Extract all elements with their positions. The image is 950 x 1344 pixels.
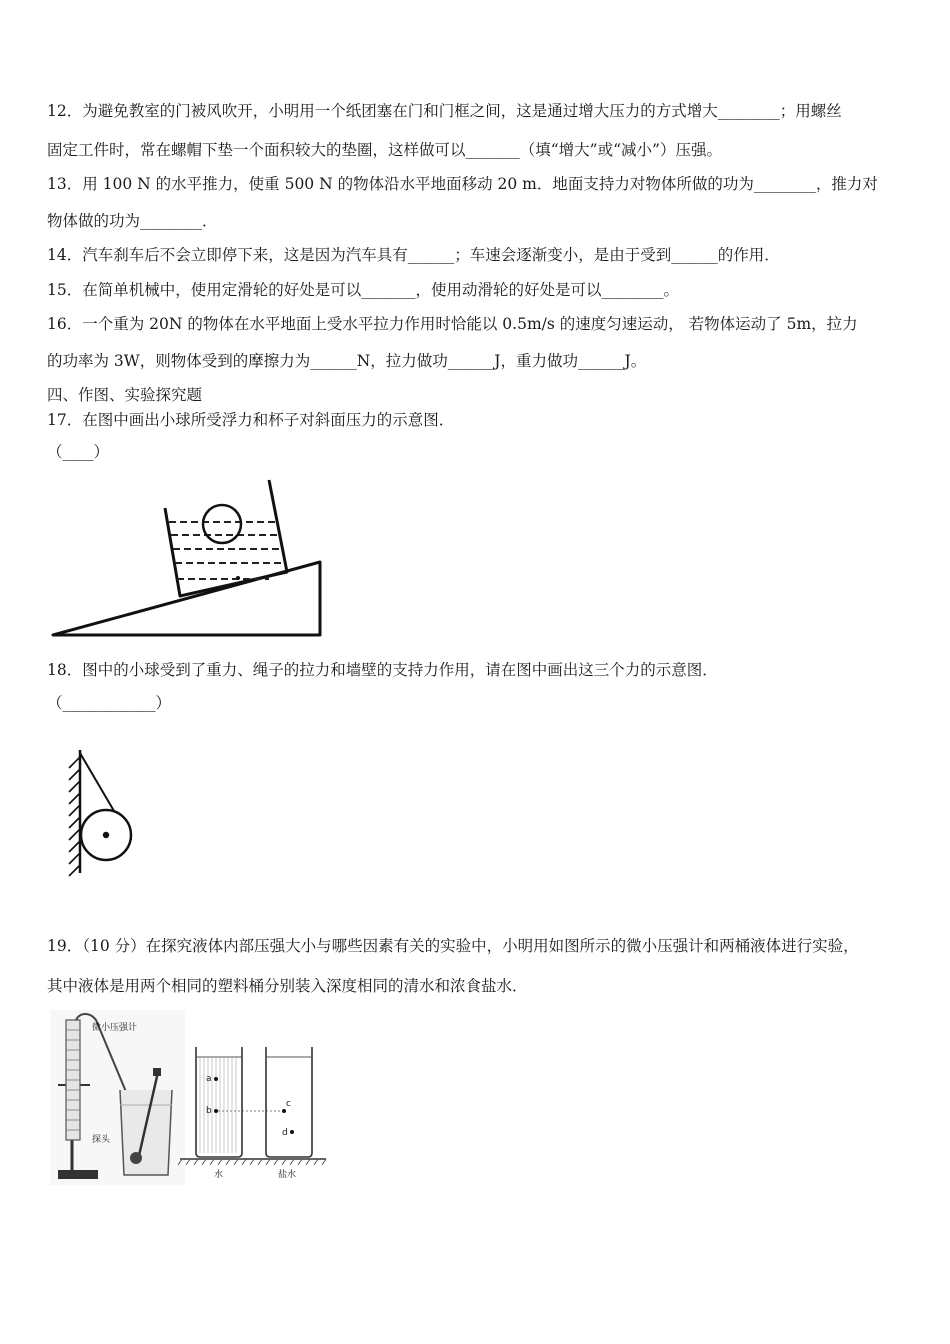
q16-line-2: 的功率为 3W，则物体受到的摩擦力为______N，拉力做功______J，重力做功______J。 (47, 352, 647, 370)
water-label: 水 (214, 1170, 224, 1180)
gauge-label: 微小压强计 (92, 1023, 138, 1033)
q12-line-1: 12．为避免教室的门被风吹开，小明用一个纸团塞在门和门框之间，这是通过增大压力的方式增大________；用螺丝 (47, 102, 842, 120)
point-c-label: c (286, 1099, 291, 1109)
q17-answer-blank: （____） (47, 443, 110, 461)
ball (203, 505, 241, 543)
q19-line-2: 其中液体是用两个相同的塑料桶分别装入深度相同的清水和浓食盐水． (47, 977, 528, 995)
probe-label: 探头 (92, 1135, 111, 1145)
q12-line-2: 固定工件时，常在螺帽下垫一个面积较大的垫圈，这样做可以_______（填“增大”或“减小”）压强。 (47, 141, 722, 159)
point-d-label: d (282, 1128, 288, 1138)
q19-gauge-figure (50, 1010, 185, 1185)
q19-line-1: 19．（10 分）在探究液体内部压强大小与哪些因素有关的实验中，小明用如图所示的微小压强计和两桶液体进行实验， (47, 937, 859, 955)
q15-line: 15．在简单机械中，使用定滑轮的好处是可以_______，使用动滑轮的好处是可以________。 (47, 281, 679, 299)
q17-line: 17．在图中画出小球所受浮力和杯子对斜面压力的示意图． (47, 411, 455, 429)
q13-line-2: 物体做的功为________． (47, 212, 218, 230)
q19-containers-figure (178, 1045, 328, 1180)
q14-line: 14．汽车刹车后不会立即停下来，这是因为汽车具有______；车速会逐渐变小，是由于受到______的作用． (47, 246, 780, 264)
rope (80, 753, 114, 811)
section-heading: 四、作图、实验探究题 (47, 386, 203, 404)
wall-hatching (69, 757, 80, 876)
salt-water-label: 盐水 (278, 1170, 297, 1180)
q18-answer-blank: （____________） (47, 694, 172, 712)
point-a-label: a (206, 1074, 212, 1084)
q18-figure (62, 745, 152, 880)
liquid-lines (169, 522, 281, 579)
q16-line-1: 16．一个重为 20N 的物体在水平地面上受水平拉力作用时恰能以 0.5m/s 的速度匀速运动， 若物体运动了 5m，拉力 (47, 315, 858, 333)
q17-figure (45, 475, 330, 645)
q18-line: 18．图中的小球受到了重力、绳子的拉力和墙壁的支持力作用，请在图中画出这三个力的示意图． (47, 661, 718, 679)
q13-line-1: 13．用 100 N 的水平推力，使重 500 N 的物体沿水平地面移动 20 m．地面支持力对物体所做的功为________，推力对 (47, 175, 878, 193)
point-b-label: b (206, 1106, 212, 1116)
